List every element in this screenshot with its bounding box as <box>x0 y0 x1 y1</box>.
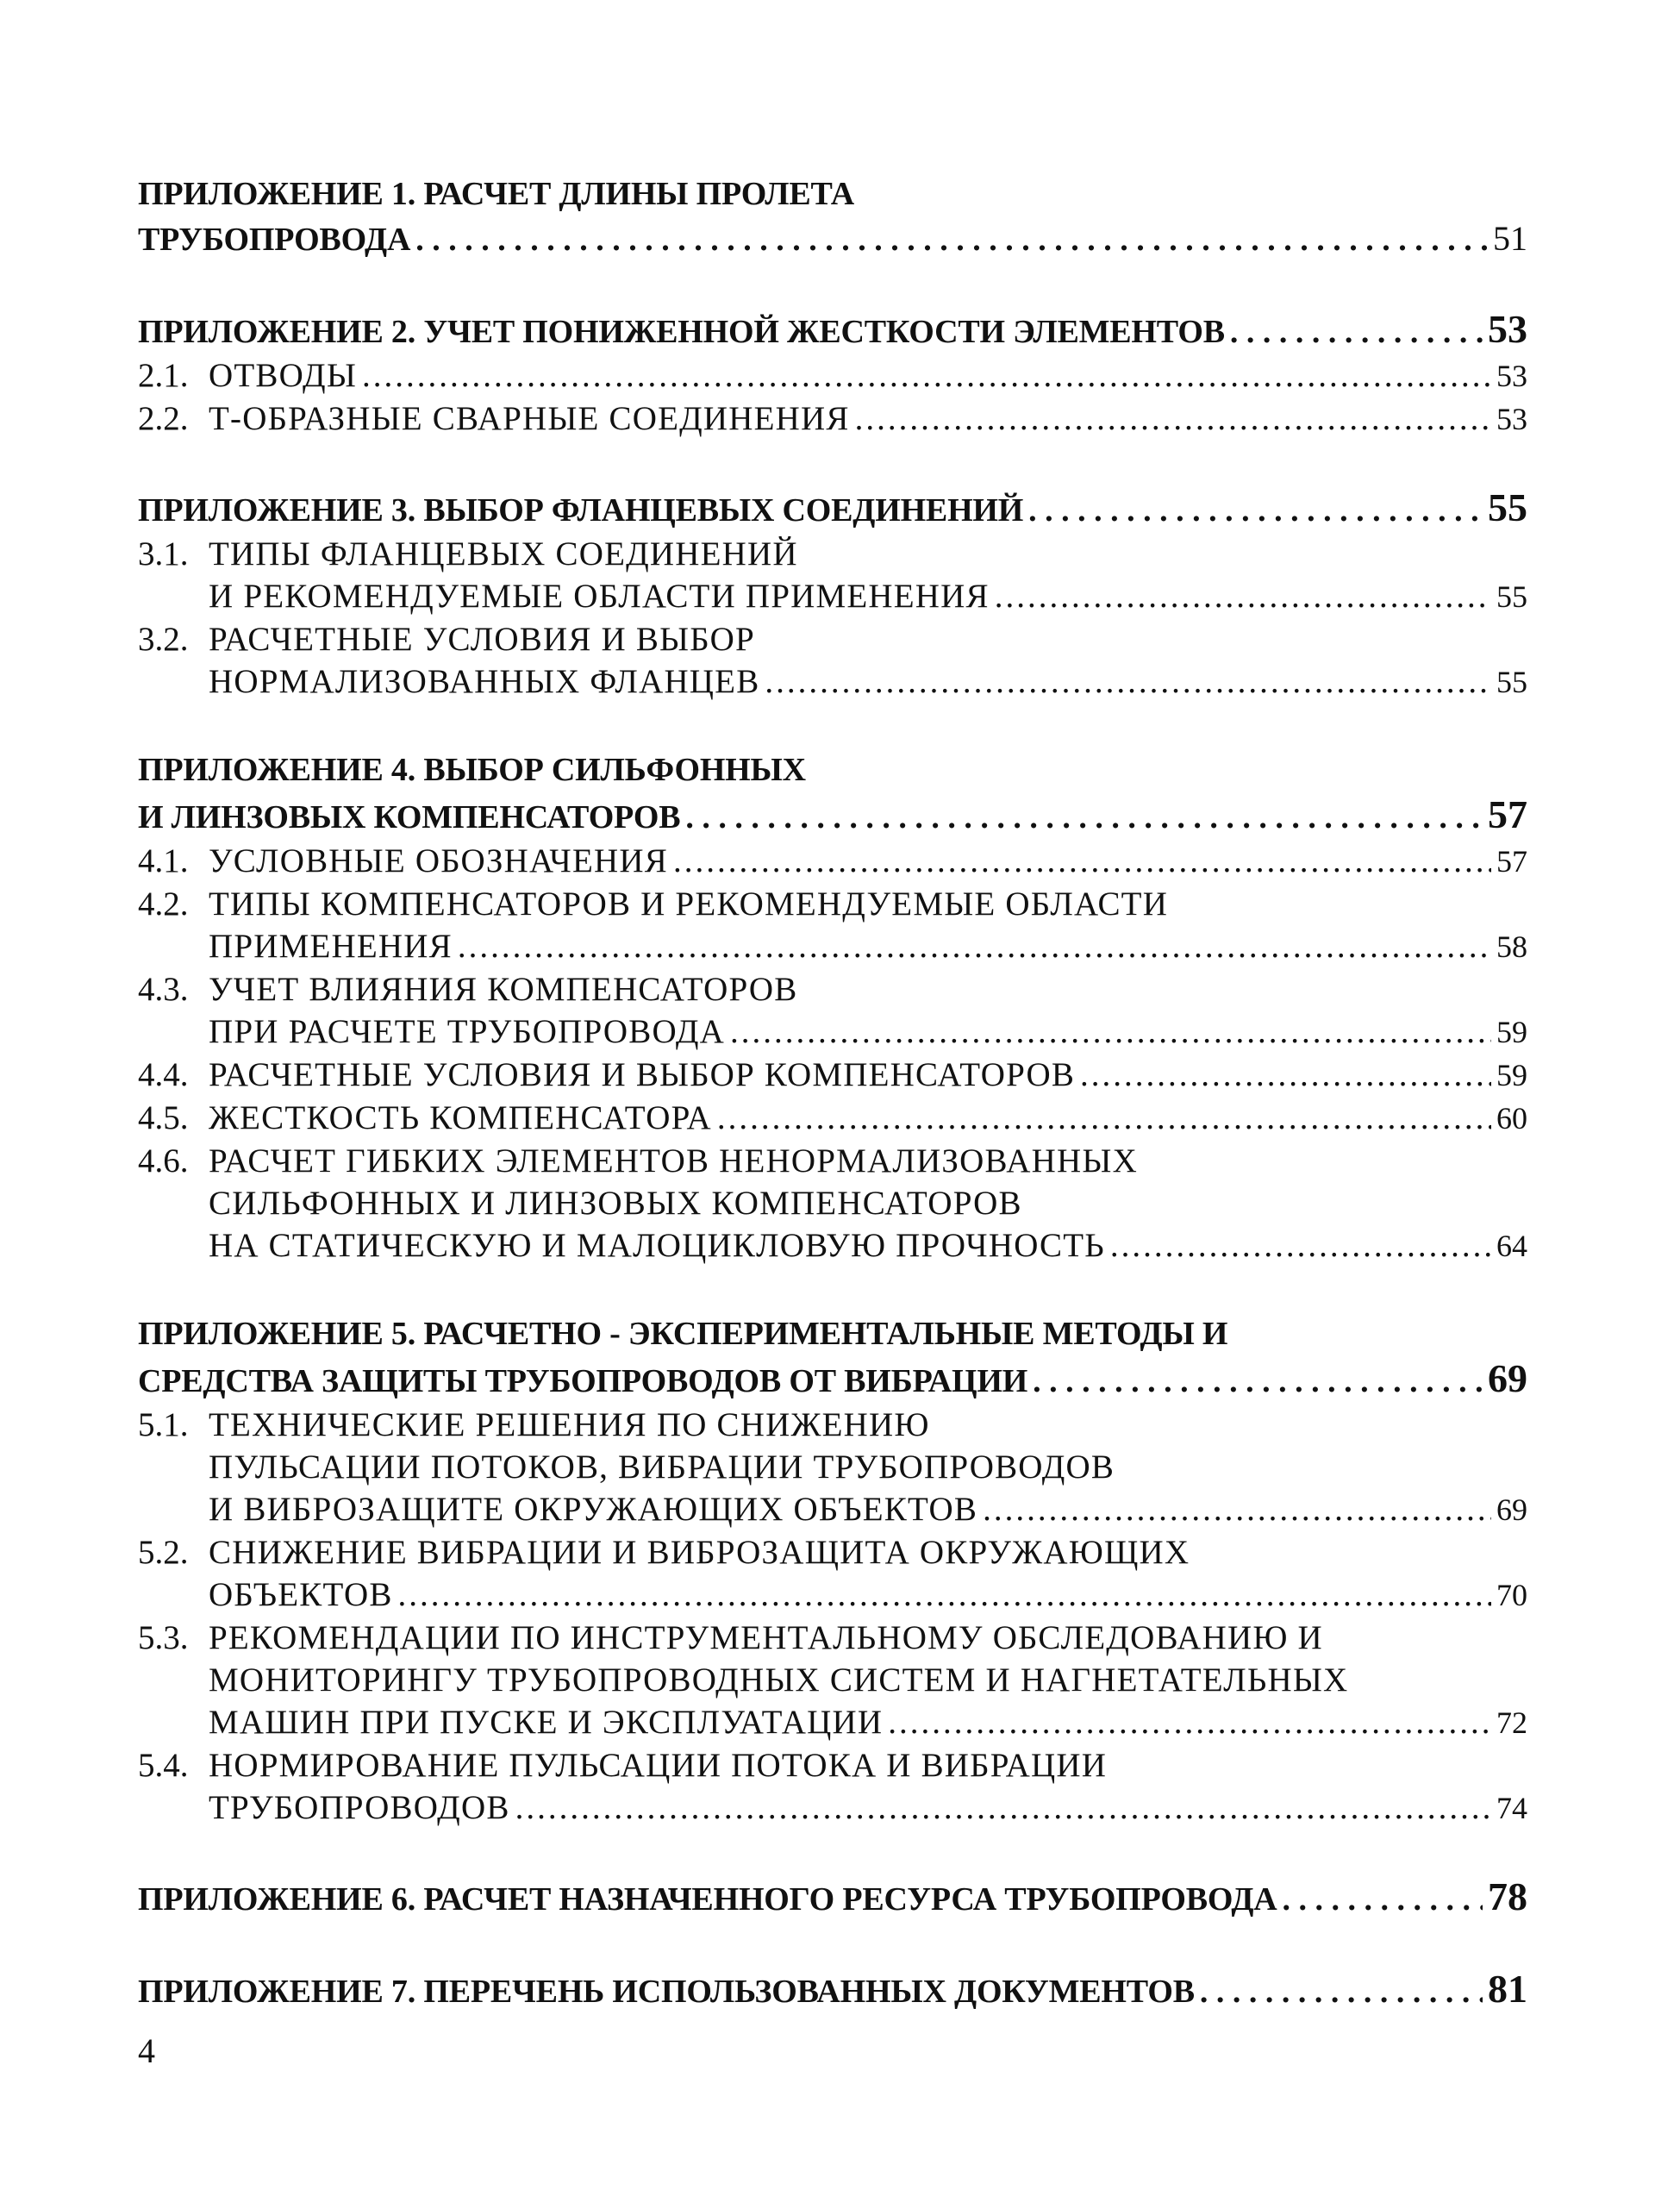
subsection-page-number: 57 <box>1496 844 1527 879</box>
appendix-title-text: ПРИЛОЖЕНИЕ 1. РАСЧЕТ ДЛИНЫ ПРОЛЕТА <box>138 176 854 212</box>
subsection-line <box>138 1224 1527 1267</box>
toc-appendix-1 <box>138 172 1527 262</box>
appendix-title-text: ПРИЛОЖЕНИЕ 2. УЧЕТ ПОНИЖЕННОЙ ЖЕСТКОСТИ ЭЛЕМЕНТОВ <box>138 314 1225 350</box>
subsection-line <box>138 1446 1527 1488</box>
toc-appendix-4 <box>138 748 1527 1267</box>
dot-leader <box>685 796 1483 840</box>
subsection-line <box>138 1659 1527 1701</box>
dot-leader <box>1028 489 1483 533</box>
appendix-title-line <box>138 1874 1527 1922</box>
subsection-line <box>138 533 1527 575</box>
subsection-title-text: НОРМАЛИЗОВАННЫХ ФЛАНЦЕВ <box>209 663 760 700</box>
toc-appendix-6 <box>138 1874 1527 1922</box>
dot-leader <box>515 1786 1491 1829</box>
appendix-title-line <box>138 1356 1527 1404</box>
toc-appendix-2 <box>138 307 1527 441</box>
dot-leader <box>717 1097 1491 1139</box>
subsection-line <box>138 575 1527 618</box>
subsection-line <box>138 1097 1527 1140</box>
dot-leader <box>1080 1054 1491 1096</box>
subsection-title-text: РАСЧЕТНЫЕ УСЛОВИЯ И ВЫБОР <box>209 621 755 658</box>
subsection-number: 5.1. <box>138 1406 189 1443</box>
subsection-page-number: 55 <box>1496 665 1527 699</box>
dot-leader <box>458 925 1491 967</box>
subsection-line <box>138 1701 1527 1744</box>
dot-leader <box>765 660 1491 703</box>
subsection-line <box>138 925 1527 968</box>
subsection-title-text: ПРИМЕНЕНИЯ <box>209 928 453 965</box>
subsection-line <box>138 1574 1527 1617</box>
toc-appendix-7 <box>138 1967 1527 2014</box>
subsection-number: 3.1. <box>138 535 189 573</box>
subsection-number: 4.1. <box>138 842 189 879</box>
subsection-line <box>138 1531 1527 1574</box>
subsection-number: 2.2. <box>138 400 189 437</box>
subsection-page-number: 60 <box>1496 1101 1527 1136</box>
appendix-page-number: 57 <box>1488 792 1527 836</box>
subsection-title-text: СИЛЬФОННЫХ И ЛИНЗОВЫХ КОМПЕНСАТОРОВ <box>209 1185 1022 1222</box>
subsection-line <box>138 968 1527 1011</box>
subsection-title-text: ТИПЫ КОМПЕНСАТОРОВ И РЕКОМЕНДУЕМЫЕ ОБЛАСТИ <box>209 885 1169 923</box>
toc-appendix-5 <box>138 1312 1527 1830</box>
subsection-number: 5.4. <box>138 1747 189 1784</box>
toc-appendix-3 <box>138 485 1527 704</box>
subsection-number: 2.1. <box>138 357 189 394</box>
dot-leader <box>398 1574 1491 1616</box>
subsection-page-number: 59 <box>1496 1015 1527 1049</box>
subsection-page-number: 58 <box>1496 929 1527 964</box>
dot-leader <box>730 1011 1491 1053</box>
appendix-page-number: 53 <box>1488 307 1527 351</box>
subsection-title-text: НОРМИРОВАНИЕ ПУЛЬСАЦИИ ПОТОКА И ВИБРАЦИИ <box>209 1747 1108 1784</box>
appendix-page-number: 69 <box>1488 1356 1527 1400</box>
dot-leader <box>415 218 1488 262</box>
appendix-page-number: 51 <box>1493 219 1527 258</box>
appendix-title-line <box>138 748 1527 792</box>
appendix-title-text: И ЛИНЗОВЫХ КОМПЕНСАТОРОВ <box>138 799 681 835</box>
subsection-line <box>138 1786 1527 1830</box>
appendix-title-line <box>138 172 1527 216</box>
subsection-number: 5.2. <box>138 1534 189 1571</box>
table-of-contents <box>138 172 1527 2059</box>
appendix-title-line <box>138 216 1527 262</box>
subsection-title-text: И РЕКОМЕНДУЕМЫЕ ОБЛАСТИ ПРИМЕНЕНИЯ <box>209 578 990 615</box>
dot-leader <box>1230 310 1483 354</box>
subsection-title-text: УЧЕТ ВЛИЯНИЯ КОМПЕНСАТОРОВ <box>209 971 798 1008</box>
appendix-title-line <box>138 485 1527 533</box>
subsection-line <box>138 883 1527 925</box>
dot-leader <box>1110 1224 1491 1267</box>
subsection-line <box>138 1054 1527 1097</box>
subsection-title-text: РЕКОМЕНДАЦИИ ПО ИНСТРУМЕНТАЛЬНОМУ ОБСЛЕДОВАНИЮ И <box>209 1619 1323 1656</box>
subsection-page-number: 74 <box>1496 1791 1527 1825</box>
subsection-title-text: РАСЧЕТНЫЕ УСЛОВИЯ И ВЫБОР КОМПЕНСАТОРОВ <box>209 1056 1076 1093</box>
dot-leader <box>983 1488 1491 1530</box>
appendix-title-line <box>138 1312 1527 1356</box>
subsection-title-text: МАШИН ПРИ ПУСКЕ И ЭКСПЛУАТАЦИИ <box>209 1704 884 1741</box>
subsection-line <box>138 1404 1527 1446</box>
subsection-line <box>138 1617 1527 1659</box>
appendix-title-text: СРЕДСТВА ЗАЩИТЫ ТРУБОПРОВОДОВ ОТ ВИБРАЦИИ <box>138 1363 1028 1399</box>
appendix-title-text: ПРИЛОЖЕНИЕ 3. ВЫБОР ФЛАНЦЕВЫХ СОЕДИНЕНИЙ <box>138 492 1024 529</box>
subsection-line <box>138 1744 1527 1786</box>
subsection-page-number: 64 <box>1496 1229 1527 1263</box>
dot-leader <box>1283 1878 1483 1922</box>
appendix-page-number: 55 <box>1488 485 1527 529</box>
subsection-line <box>138 1182 1527 1224</box>
subsection-page-number: 53 <box>1496 402 1527 436</box>
subsection-line <box>138 840 1527 883</box>
subsection-number: 4.5. <box>138 1099 189 1136</box>
dot-leader <box>855 397 1491 440</box>
subsection-title-text: ТИПЫ ФЛАНЦЕВЫХ СОЕДИНЕНИЙ <box>209 535 798 573</box>
subsection-page-number: 55 <box>1496 579 1527 614</box>
subsection-number: 4.6. <box>138 1142 189 1179</box>
appendix-page-number: 78 <box>1488 1874 1527 1918</box>
dot-leader <box>673 840 1491 882</box>
appendix-page-number: 81 <box>1488 1967 1527 2011</box>
appendix-title-text: ПРИЛОЖЕНИЕ 5. РАСЧЕТНО - ЭКСПЕРИМЕНТАЛЬНЫЕ МЕТОДЫ И <box>138 1316 1228 1352</box>
appendix-title-line <box>138 792 1527 840</box>
subsection-page-number: 53 <box>1496 359 1527 393</box>
page-number: 4 <box>138 2031 155 2070</box>
subsection-line <box>138 618 1527 660</box>
appendix-title-text: ПРИЛОЖЕНИЕ 4. ВЫБОР СИЛЬФОННЫХ <box>138 752 806 788</box>
dot-leader <box>888 1701 1491 1743</box>
subsection-number: 4.4. <box>138 1056 189 1093</box>
subsection-page-number: 69 <box>1496 1492 1527 1527</box>
subsection-page-number: 59 <box>1496 1058 1527 1092</box>
appendix-title-text: ПРИЛОЖЕНИЕ 7. ПЕРЕЧЕНЬ ИСПОЛЬЗОВАННЫХ ДОКУМЕНТОВ <box>138 1974 1195 2010</box>
dot-leader <box>995 575 1491 617</box>
dot-leader <box>1033 1360 1483 1404</box>
subsection-title-text: МОНИТОРИНГУ ТРУБОПРОВОДНЫХ СИСТЕМ И НАГНЕТАТЕЛЬНЫХ <box>209 1661 1349 1699</box>
subsection-title-text: НА СТАТИЧЕСКУЮ И МАЛОЦИКЛОВУЮ ПРОЧНОСТЬ <box>209 1227 1105 1264</box>
subsection-number: 3.2. <box>138 621 189 658</box>
subsection-title-text: ПУЛЬСАЦИИ ПОТОКОВ, ВИБРАЦИИ ТРУБОПРОВОДОВ <box>209 1449 1115 1486</box>
dot-leader <box>1200 1970 1483 2014</box>
subsection-line <box>138 1488 1527 1531</box>
subsection-line <box>138 1140 1527 1182</box>
appendix-title-line <box>138 1967 1527 2014</box>
subsection-title-text: ЖЕСТКОСТЬ КОМПЕНСАТОРА <box>209 1099 712 1136</box>
subsection-title-text: УСЛОВНЫЕ ОБОЗНАЧЕНИЯ <box>209 842 668 879</box>
subsection-line <box>138 1011 1527 1054</box>
appendix-title-text: ПРИЛОЖЕНИЕ 6. РАСЧЕТ НАЗНАЧЕННОГО РЕСУРСА ТРУБОПРОВОДА <box>138 1881 1277 1918</box>
subsection-title-text: ОТВОДЫ <box>209 357 358 394</box>
subsection-title-text: ТЕХНИЧЕСКИЕ РЕШЕНИЯ ПО СНИЖЕНИЮ <box>209 1406 930 1443</box>
subsection-number: 4.2. <box>138 885 189 923</box>
appendix-title-line <box>138 307 1527 354</box>
appendix-title-text: ТРУБОПРОВОДА <box>138 222 411 258</box>
subsection-page-number: 72 <box>1496 1705 1527 1740</box>
subsection-page-number: 70 <box>1496 1578 1527 1612</box>
subsection-title-text: РАСЧЕТ ГИБКИХ ЭЛЕМЕНТОВ НЕНОРМАЛИЗОВАННЫХ <box>209 1142 1138 1179</box>
subsection-number: 4.3. <box>138 971 189 1008</box>
subsection-line <box>138 660 1527 704</box>
dot-leader <box>362 354 1491 397</box>
subsection-title-text: И ВИБРОЗАЩИТЕ ОКРУЖАЮЩИХ ОБЪЕКТОВ <box>209 1491 978 1528</box>
subsection-title-text: ОБЪЕКТОВ <box>209 1576 393 1613</box>
subsection-line <box>138 354 1527 397</box>
subsection-title-text: СНИЖЕНИЕ ВИБРАЦИИ И ВИБРОЗАЩИТА ОКРУЖАЮЩИХ <box>209 1534 1190 1571</box>
subsection-title-text: ТРУБОПРОВОДОВ <box>209 1789 510 1826</box>
subsection-line <box>138 397 1527 441</box>
subsection-number: 5.3. <box>138 1619 189 1656</box>
subsection-title-text: ПРИ РАСЧЕТЕ ТРУБОПРОВОДА <box>209 1013 726 1050</box>
subsection-title-text: Т-ОБРАЗНЫЕ СВАРНЫЕ СОЕДИНЕНИЯ <box>209 400 850 437</box>
